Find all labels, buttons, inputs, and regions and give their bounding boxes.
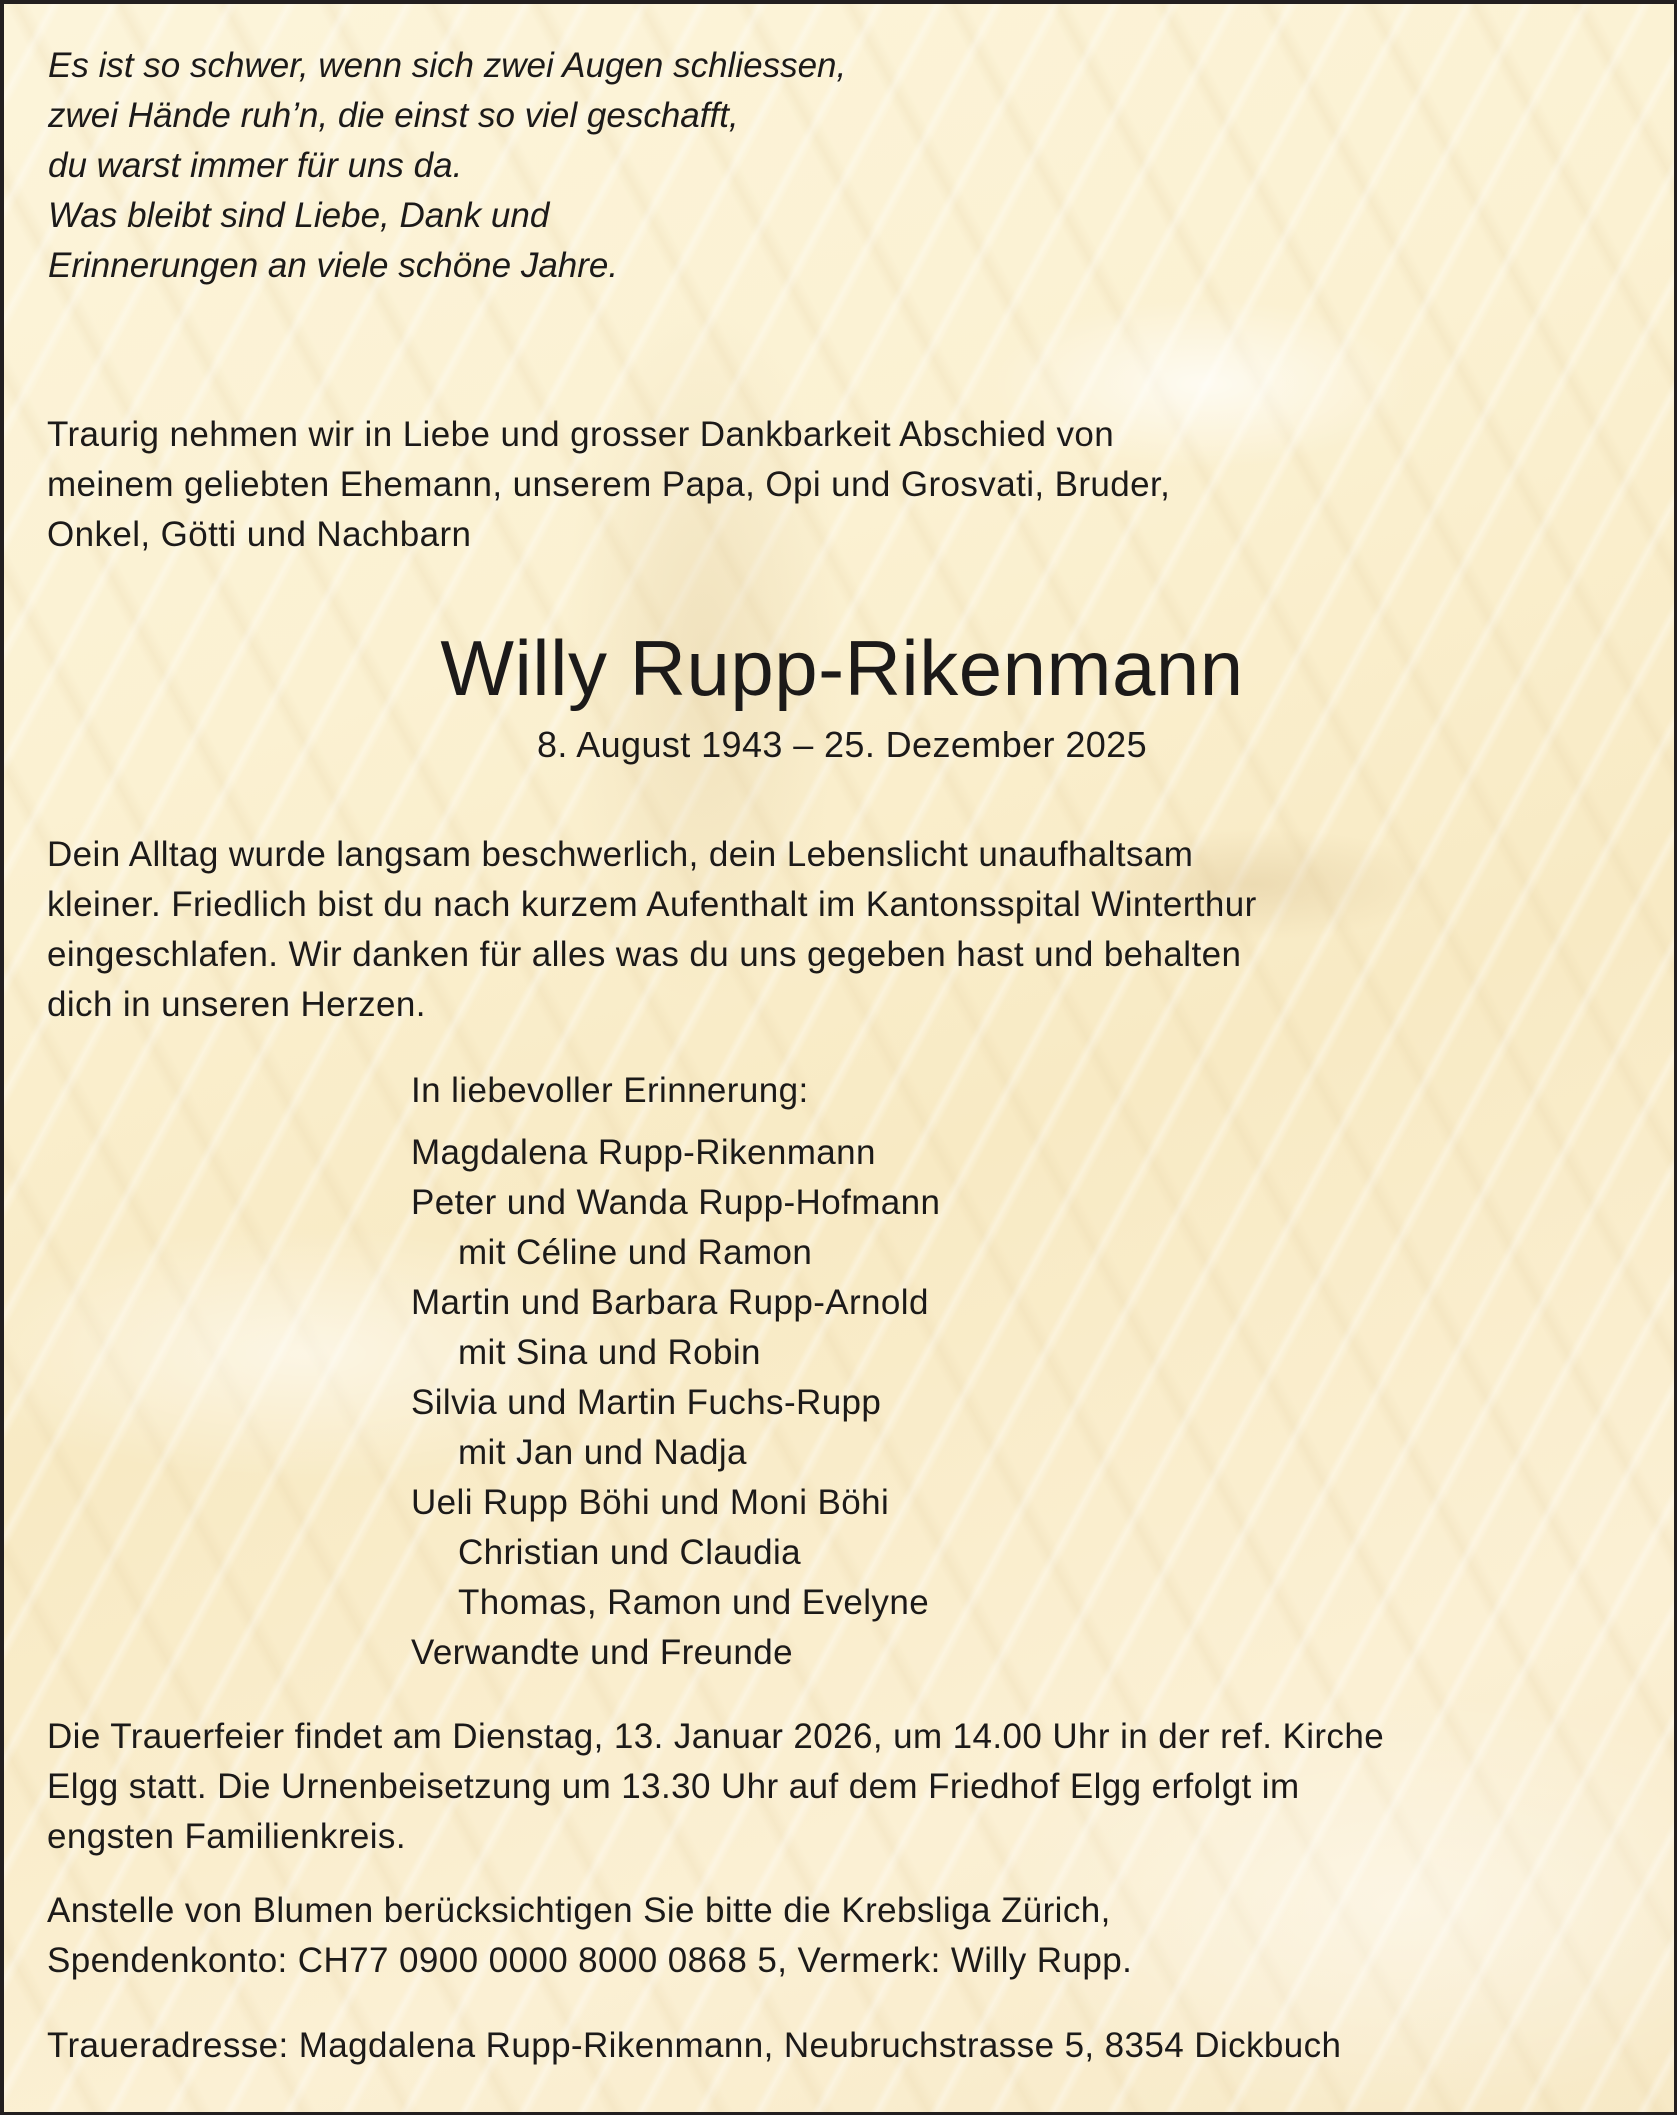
poem-line-5: Erinnerungen an viele schöne Jahre. [48, 246, 619, 285]
message-line-1: Dein Alltag wurde langsam beschwerlich, dein Lebenslicht unaufhaltsam [47, 835, 1194, 874]
mourner-entry: Ueli Rupp Böhi und Moni Böhi [411, 1483, 890, 1522]
message-line-2: kleiner. Friedlich bist du nach kurzem Aufenthalt im Kantonsspital Winterthur [47, 885, 1257, 924]
poem-line-4: Was bleibt sind Liebe, Dank und [48, 196, 550, 235]
poem-line-1: Es ist so schwer, wenn sich zwei Augen schliessen, [48, 46, 847, 85]
mourner-entry: Magdalena Rupp-Rikenmann [411, 1133, 876, 1172]
mourner-entry: Verwandte und Freunde [411, 1633, 794, 1672]
mourner-entry: Silvia und Martin Fuchs-Rupp [411, 1383, 882, 1422]
mourner-entry: Peter und Wanda Rupp-Hofmann [411, 1183, 941, 1222]
intro-line-1: Traurig nehmen wir in Liebe und grosser Dankbarkeit Abschied von [47, 415, 1115, 454]
mourners-heading: In liebevoller Erinnerung: [411, 1071, 809, 1110]
intro-line-2: meinem geliebten Ehemann, unserem Papa, Opi und Grosvati, Bruder, [47, 465, 1171, 504]
mourner-entry: Christian und Claudia [458, 1533, 802, 1572]
message-line-3: eingeschlafen. Wir danken für alles was du uns gegeben hast und behalten [47, 935, 1242, 974]
intro-line-3: Onkel, Götti und Nachbarn [47, 515, 472, 554]
poem-line-2: zwei Hände ruh’n, die einst so viel geschafft, [48, 96, 739, 135]
mourner-entry: Martin und Barbara Rupp-Arnold [411, 1283, 929, 1322]
life-dates: 8. August 1943 – 25. Dezember 2025 [536, 724, 1148, 765]
mourning-address: Traueradresse: Magdalena Rupp-Rikenmann, Neubruchstrasse 5, 8354 Dickbuch [47, 2026, 1342, 2065]
donation-line-2: Spendenkonto: CH77 0900 0000 8000 0868 5, Vermerk: Willy Rupp. [47, 1941, 1133, 1980]
service-line-2: Elgg statt. Die Urnenbeisetzung um 13.30 Uhr auf dem Friedhof Elgg erfolgt im [47, 1767, 1300, 1806]
service-line-3: engsten Familienkreis. [47, 1817, 406, 1856]
mourner-entry: mit Sina und Robin [458, 1333, 761, 1372]
mourner-entry: mit Jan und Nadja [458, 1433, 747, 1472]
deceased-name: Willy Rupp-Rikenmann [440, 624, 1244, 712]
message-line-4: dich in unseren Herzen. [47, 985, 426, 1024]
poem-line-3: du warst immer für uns da. [48, 146, 463, 185]
mourner-entry: Thomas, Ramon und Evelyne [458, 1583, 930, 1622]
service-line-1: Die Trauerfeier findet am Dienstag, 13. Januar 2026, um 14.00 Uhr in der ref. Kirche [47, 1717, 1385, 1756]
mourner-entry: mit Céline und Ramon [458, 1233, 813, 1272]
donation-line-1: Anstelle von Blumen berücksichtigen Sie bitte die Krebsliga Zürich, [47, 1891, 1111, 1930]
